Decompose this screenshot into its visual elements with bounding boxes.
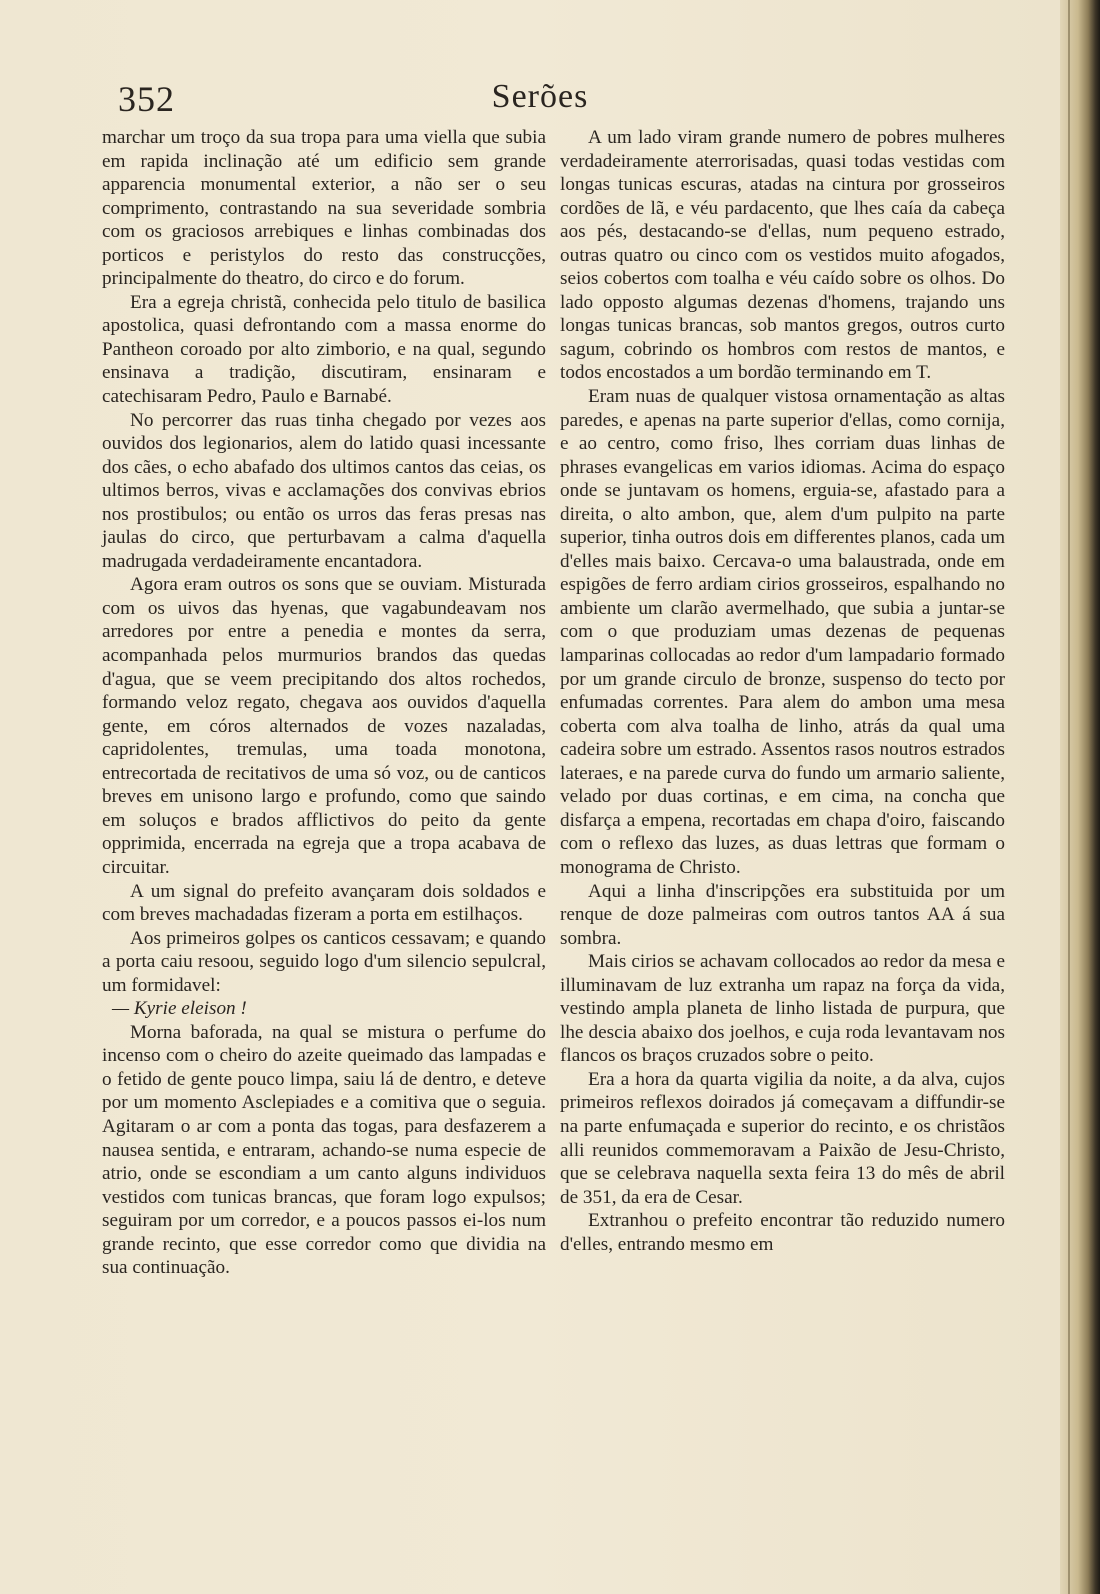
page-edge-line [1068,0,1070,1594]
paragraph: marchar um troço da sua tropa para uma viella que subia em rapida inclinação até um edificio sem grande apparencia monumental exterior, a não ser o seu comprimento, contrastando na sua severidade sombria com os graciosos arrebiques e linhas combinadas dos porticos e peristylos do resto das construcções, principalmente do theatro, do circo e do forum. [102,127,546,290]
book-spine-edge [1060,0,1100,1594]
paragraph: No percorrer das ruas tinha chegado por vezes aos ouvidos dos legionarios, alem do latido quasi incessante dos cães, o echo abafado dos ultimos cantos das ceias, os ultimos berros, vivas e acclamações dos convivas ebrios nos prostibulos; ou então os urros das feras presas nas jaulas do circo, que perturbavam a calma d'aquella madrugada verdadeiramente encantadora. [102,409,546,572]
page-number: 352 [118,79,175,119]
paragraph: Agora eram outros os sons que se ouviam. Misturada com os uivos das hyenas, que vagabundeavam nos arredores por entre a penedia e montes da serra, acompanhada pelos murmurios brandos das quedas d'agua, que se veem precipitando dos altos rochedos, formando veloz regato, chegava aos ouvidos d'aquella gente, em córos alternados de vozes nazaladas, capridolentes, tremulas, uma toada monotona, entrecortada de recitativos de uma só voz, ou de canticos breves em unisono largo e profundo, como que saindo em soluços e brados afflictivos do peito da gente opprimida, encerrada na egreja que a tropa acabava de circuitar. [102,574,546,878]
paragraph: Morna baforada, na qual se mistura o perfume do incenso com o cheiro do azeite queimado das lampadas e o fetido de gente pouco limpa, saiu lá de dentro, e deteve por um momento Asclepiades e a comitiva que o seguia. Agitaram o ar com a ponta das togas, para desfazerem a nausea sentida, e entraram, achando-se numa especie de atrio, onde se escondiam a um canto alguns individuos vestidos com tunicas brancas, que foram logo expulsos; seguiram por um corredor, e a poucos passos ei-los num grande recinto, que esse corredor como que dividia na sua continuação. [102,1021,546,1279]
exclamation: — Kyrie eleison ! [112,998,247,1020]
paragraph: Aqui a linha d'inscripções era substituida por um renque de doze palmeiras com outros tantos AA á sua sombra. [560,880,1005,949]
paragraph: Mais cirios se achavam collocados ao redor da mesa e illuminavam de luz extranha um rapaz na força da vida, vestindo ampla planeta de linho listada de purpura, que lhe descia abaixo dos joelhos, e cuja roda levantavam nos flancos os braços cruzados sobre o peito. [560,951,1005,1067]
paragraph: A um signal do prefeito avançaram dois soldados e com breves machadadas fizeram a porta em estilhaços. [102,880,546,926]
paragraph: A um lado viram grande numero de pobres mulheres verdadeiramente aterrorisadas, quasi todas vestidas com longas tunicas escuras, atadas na cintura por grosseiros cordões de lã, e véu pardacento, que lhes caía da cabeça aos pés, destacando-se d'ellas, num pequeno estrado, outras quatro ou cinco com os vestidos muito afogados, seios cobertos com toalha e véu caído sobre os olhos. Do lado opposto algumas dezenas d'homens, trajando uns longas tunicas brancas, sob mantos gregos, outros curto sagum, cobrindo os hombros com restos de mantos, e todos encostados a um bordão terminando em T. [560,127,1005,384]
paragraph: Era a egreja christã, conhecida pelo titulo de basilica apostolica, quasi defrontando com a massa enorme do Pantheon coroado por alto zimborio, e na qual, segundo ensinava a tradição, discutiram, ensinaram e catechisaram Pedro, Paulo e Barnabé. [102,291,546,408]
paragraph: Eram nuas de qualquer vistosa ornamentação as altas paredes, e apenas na parte superior d'ellas, como cornija, e ao centro, como friso, lhes corriam duas linhas de phrases evangelicas em varios idiomas. Acima do espaço onde se juntavam os homens, erguia-se, afastado para a direita, o alto ambon, que, alem d'um pulpito na parte superior, tinha outros dois em differentes planos, cada um d'elles mais baixo. Cercava-o uma balaustrada, onde em espigões de ferro ardiam cirios grosseiros, espalhando no ambiente um clarão avermelhado, que subia a juntar-se com o que produziam umas dezenas de pequenas lamparinas collocadas ao redor d'um lampadario formado por um grande circulo de bronze, suspenso do tecto por enfumadas correntes. Para alem do ambon uma mesa coberta com alva toalha de linho, atrás da qual uma cadeira sobre um estrado. Assentos rasos noutros estrados lateraes, e na parede curva do fundo um armario saliente, velado por duas cortinas, e em cima, na concha que disfarça a empena, recortadas em chapa d'oiro, faiscando com o reflexo das luzes, as duas lettras que formam o monograma de Christo. [560,386,1005,878]
paragraph: Aos primeiros golpes os canticos cessavam; e quando a porta caiu resoou, seguido logo d'um silencio sepulcral, um formidavel: [102,927,546,996]
paragraph: Era a hora da quarta vigilia da noite, a da alva, cujos primeiros reflexos doirados já começavam a diffundir-se na parte enfumaçada e superior do recinto, e os christãos alli reunidos commemoravam a Paixão de Jesu-Christo, que se celebrava naquella sexta feira 13 do mês de abril de 351, da era de Cesar. [560,1068,1005,1208]
running-head: Serões [491,78,589,115]
left-text-column [102,126,546,1280]
right-text-column [560,126,1005,1256]
paragraph: Extranhou o prefeito encontrar tão reduzido numero d'elles, entrando mesmo em [560,1210,1005,1255]
